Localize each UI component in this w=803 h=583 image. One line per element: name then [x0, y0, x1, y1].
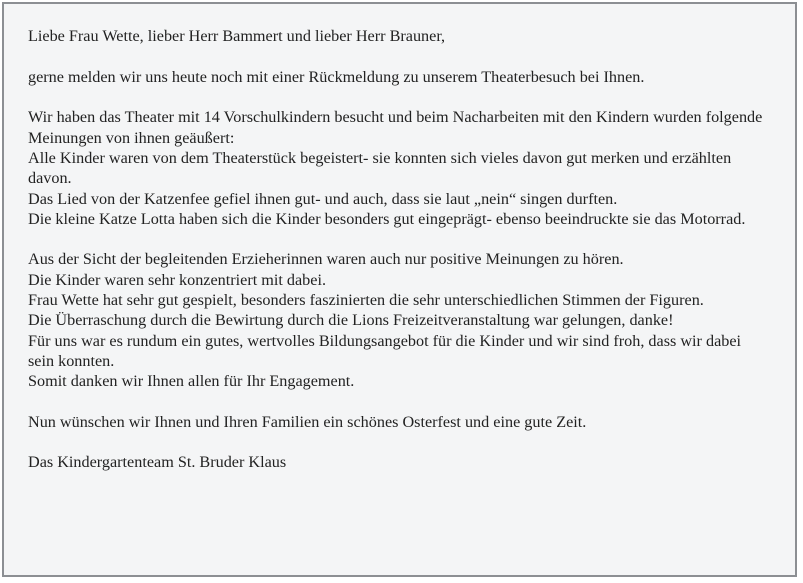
text-line: Für uns war es rundum ein gutes, wertvolles Bildungsangebot für die Kinder und wir sind froh, dass wir dabei sein konnten.	[28, 331, 742, 370]
signature: Das Kindergartenteam St. Bruder Klaus	[28, 453, 287, 472]
text-line: Die Überraschung durch die Bewirtung durch die Lions Freizeitveranstaltung war gelungen, danke!	[28, 311, 674, 330]
text-line: Wir haben das Theater mit 14 Vorschulkindern besucht und beim Nacharbeiten mit den Kindern wurden folgende	[28, 108, 763, 127]
intro-paragraph: gerne melden wir uns heute noch mit einer Rückmeldung zu unserem Theaterbesuch bei Ihnen.	[28, 67, 645, 86]
text-line: Somit danken wir Ihnen allen für Ihr Engagement.	[28, 372, 355, 391]
letter-body	[28, 26, 768, 473]
text-line: Frau Wette hat sehr gut gespielt, besonders faszinierten die sehr unterschiedlichen Stimmen der Figuren.	[28, 291, 704, 310]
text-line: Alle Kinder waren von dem Theaterstück begeistert- sie konnten sich vieles davon gut merken und erzählten davon.	[28, 148, 732, 188]
closing-paragraph: Nun wünschen wir Ihnen und Ihren Familien ein schönes Osterfest und eine gute Zeit.	[28, 412, 587, 431]
text-line: Aus der Sicht der begleitenden Erzieherinnen waren auch nur positive Meinungen zu hören.	[28, 250, 624, 269]
text-line: Meinungen von ihnen geäußert:	[28, 128, 235, 147]
feedback-teachers-paragraph	[28, 249, 768, 391]
text-line: Das Lied von der Katzenfee gefiel ihnen gut- und auch, dass sie laut „nein“ singen durften.	[28, 189, 618, 208]
text-line: Die Kinder waren sehr konzentriert mit dabei.	[28, 270, 327, 289]
text-line: Die kleine Katze Lotta haben sich die Kinder besonders gut eingeprägt- ebenso beeindruckte sie das Motorrad.	[28, 209, 746, 228]
salutation: Liebe Frau Wette, lieber Herr Bammert und lieber Herr Brauner,	[28, 27, 446, 45]
letter-page	[2, 2, 797, 577]
feedback-children-paragraph	[28, 107, 768, 229]
